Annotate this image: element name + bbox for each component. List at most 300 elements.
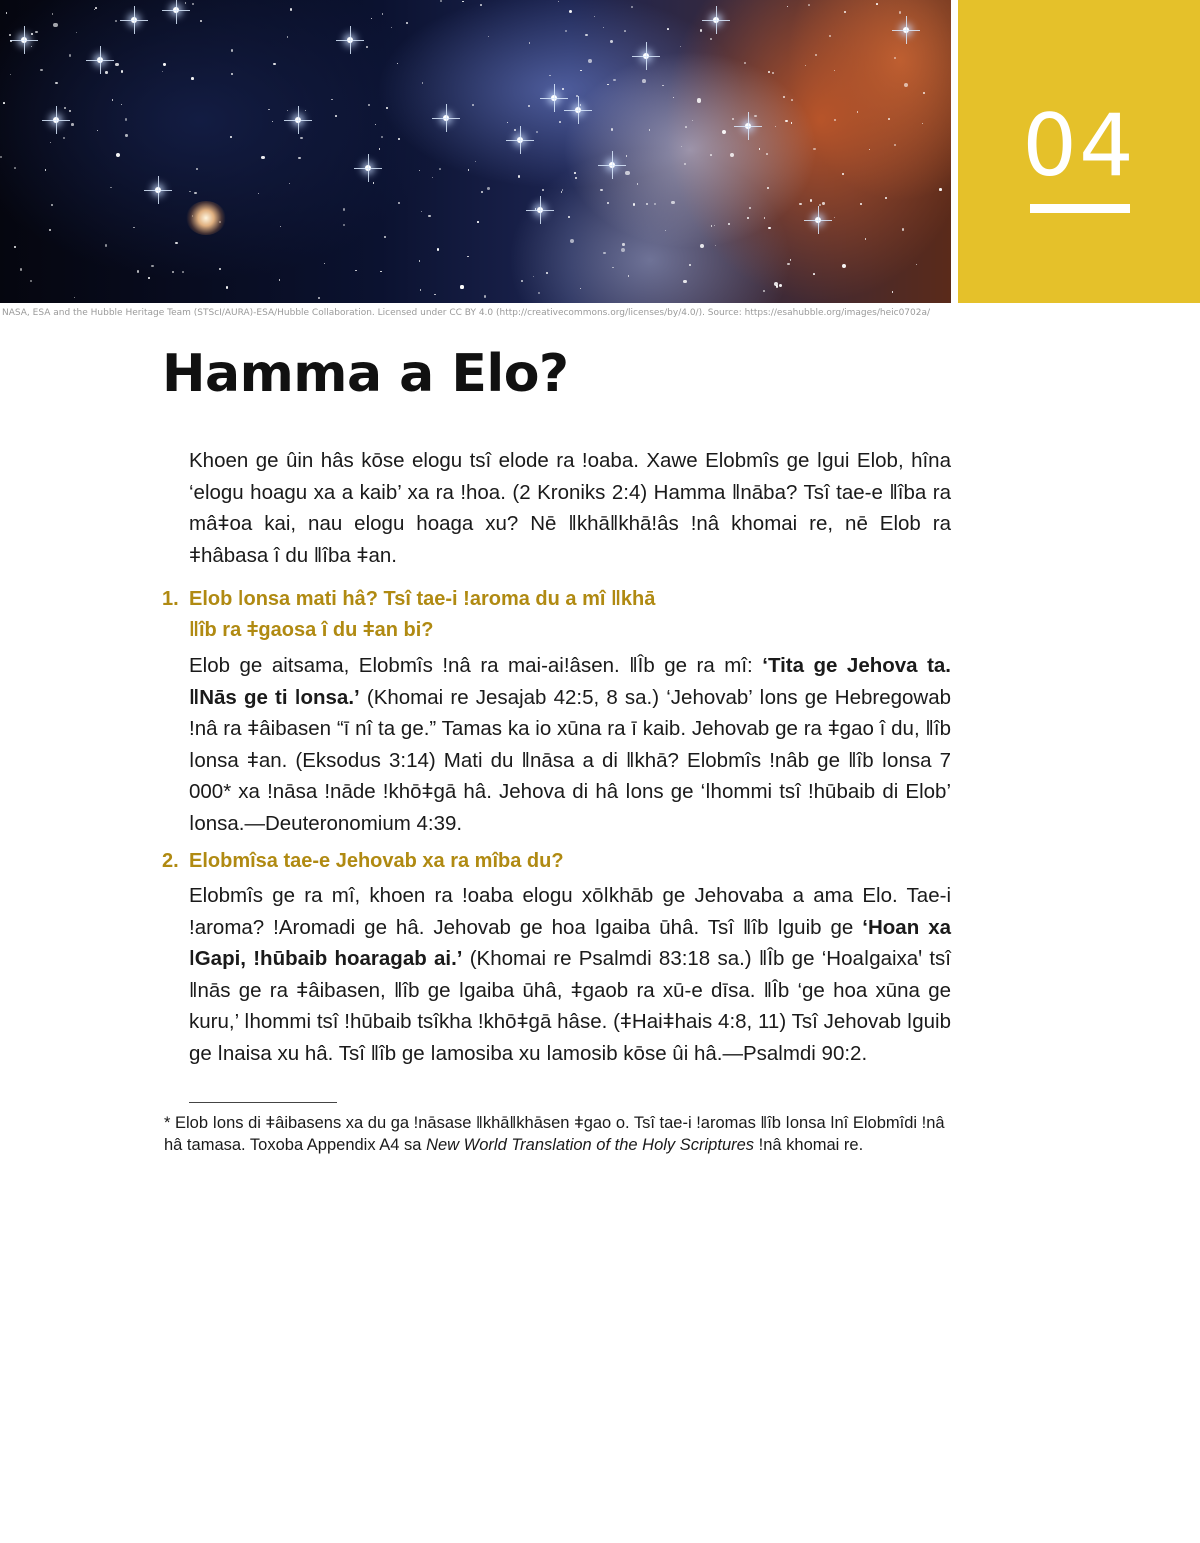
star xyxy=(869,149,870,150)
star-flare xyxy=(554,84,555,112)
star xyxy=(514,129,516,131)
star xyxy=(192,3,195,6)
star xyxy=(730,153,734,157)
star xyxy=(30,280,32,282)
star xyxy=(194,192,197,195)
star xyxy=(14,167,16,169)
star xyxy=(637,183,639,185)
star xyxy=(680,46,681,47)
star xyxy=(432,177,433,178)
star xyxy=(151,265,153,267)
star xyxy=(421,211,422,212)
star xyxy=(391,27,392,28)
star xyxy=(50,142,51,143)
star-flare xyxy=(818,206,819,234)
star xyxy=(398,138,400,140)
star-flare xyxy=(368,154,369,182)
star xyxy=(63,137,65,139)
star xyxy=(665,230,666,231)
star xyxy=(747,217,749,219)
star xyxy=(646,203,648,205)
chapter-number: 04 xyxy=(1022,96,1136,196)
star xyxy=(51,204,53,206)
star xyxy=(137,270,139,272)
chapter-underline xyxy=(1030,204,1130,213)
star xyxy=(53,23,57,27)
star xyxy=(462,1,463,2)
star xyxy=(538,292,540,294)
star xyxy=(373,182,374,183)
question-1-paragraph xyxy=(189,650,951,839)
star xyxy=(894,57,896,59)
star xyxy=(163,63,165,65)
footnote-text-a: * Elob ǀons di ǂâibasens xa du ga ǃnāsase ǁkhāǁkhāsen ǂgao o. Tsî tae-i ǃaromas ǁîb ǀonsa ǀnî Elobmîdi ǃnâ hâ tamasa. Toxoba Appendix A4 sa xyxy=(164,1114,945,1154)
star xyxy=(355,270,357,272)
footnote xyxy=(164,1113,954,1156)
star xyxy=(64,107,66,109)
star xyxy=(815,54,817,56)
star xyxy=(580,104,581,105)
star xyxy=(904,83,908,87)
star xyxy=(689,264,691,266)
star xyxy=(787,263,789,265)
star xyxy=(406,22,408,24)
star xyxy=(574,172,575,173)
star xyxy=(31,46,32,47)
star xyxy=(711,225,713,227)
star xyxy=(318,297,320,299)
star xyxy=(35,31,38,34)
question-2-scripture-quote: ‘Hoan xa ǀGapi, ǃhūbaib hoaragab ai.’ xyxy=(189,915,951,970)
star xyxy=(654,203,656,205)
star xyxy=(439,168,441,170)
star xyxy=(226,286,228,288)
star xyxy=(69,54,72,57)
star xyxy=(768,71,770,73)
star xyxy=(776,285,779,288)
star xyxy=(673,97,674,98)
star xyxy=(172,271,174,273)
star xyxy=(419,260,421,262)
star xyxy=(397,63,398,64)
star xyxy=(834,217,835,218)
star xyxy=(667,28,669,30)
star xyxy=(939,188,942,191)
star xyxy=(148,277,150,279)
star-flare xyxy=(134,6,135,34)
star xyxy=(603,27,604,28)
star xyxy=(116,153,120,157)
chapter-badge xyxy=(958,0,1200,303)
star xyxy=(331,99,333,101)
star xyxy=(860,203,862,205)
star xyxy=(289,183,290,184)
star xyxy=(642,79,646,83)
star xyxy=(722,130,726,134)
star xyxy=(398,202,400,204)
star-flare xyxy=(56,106,57,134)
star xyxy=(258,193,259,194)
star xyxy=(379,148,380,149)
star xyxy=(440,0,442,2)
star xyxy=(272,121,273,122)
star xyxy=(671,201,675,205)
star xyxy=(162,71,163,72)
star xyxy=(626,155,627,156)
star xyxy=(472,104,474,106)
star xyxy=(767,187,769,189)
star xyxy=(585,34,587,36)
star xyxy=(857,111,859,113)
star xyxy=(529,42,531,44)
star xyxy=(888,118,890,120)
star xyxy=(662,85,664,87)
footnote-book-title: New World Translation of the Holy Scriptures xyxy=(426,1135,755,1154)
star xyxy=(484,295,486,297)
star xyxy=(876,3,878,5)
star xyxy=(305,110,306,111)
star xyxy=(594,16,596,18)
star xyxy=(14,246,16,248)
star xyxy=(487,187,490,190)
star xyxy=(280,226,281,227)
star xyxy=(603,252,605,254)
star xyxy=(892,291,894,293)
question-1-text-b: (Khomai re Jesajab 42:5, 8 sa.) ‘Jehovab’ ǀons ge Hebregowab ǃnâ ra ǂâibasen “ī nî ta ge.” Tamas ka io xūna ra ī kaib. Jehovab ge ra ǂgao î du, ǁîb ǀonsa ǂan. (Eksodus 3:14) Mati du ǁnāsa a di ǁkhā? Elobmîs ǃnâb ge ǁîb ǀonsa 7 000* xa ǃnāsa ǃnāde ǃkhōǂgā hâ. Jehova di hâ ǀons ge ‘ǀhommi tsî ǃhūbaib di Elob’ ǀonsa.—Deuteronomium 4:39. xyxy=(189,685,952,835)
question-2-heading xyxy=(162,846,762,877)
star xyxy=(546,272,548,274)
star xyxy=(481,191,483,193)
star xyxy=(191,77,194,80)
star xyxy=(542,189,544,191)
star xyxy=(121,70,123,72)
star xyxy=(775,126,776,127)
page-title: Hamma a Elo? xyxy=(162,344,569,404)
star xyxy=(518,175,521,178)
star xyxy=(20,268,22,270)
star xyxy=(10,74,11,75)
star xyxy=(488,36,489,37)
spiral-galaxy xyxy=(186,201,226,235)
star xyxy=(125,134,127,136)
star xyxy=(273,63,275,65)
star xyxy=(834,70,835,71)
intro-paragraph: Khoen ge ûin hâs kōse elogu tsî elode ra ǃoaba. Xawe Elobmîs ge ǀgui Elob, hîna ‘elogu hoagu xa a kaib’ xa ra ǃhoa. (2 Kroniks 2:4) Hamma ǁnāba? Tsî tae-e ǁîba ra mâǂoa kai, nau elogu hoaga xu? Nē ǁkhāǁkhāǃâs ǃnâ khomai re, nē Elob ra ǂhâbasa î du ǁîba ǂan. xyxy=(189,449,951,567)
star xyxy=(768,227,770,229)
star-flare xyxy=(578,96,579,124)
star xyxy=(419,170,420,171)
star xyxy=(681,146,683,148)
star xyxy=(916,264,917,265)
star xyxy=(899,11,901,13)
star-flare xyxy=(716,6,717,34)
star xyxy=(894,144,896,146)
star xyxy=(764,217,766,219)
star xyxy=(810,199,812,201)
star-flare xyxy=(906,16,907,44)
star xyxy=(230,136,232,138)
star xyxy=(922,123,923,124)
star xyxy=(631,6,633,8)
star xyxy=(600,189,602,191)
star xyxy=(368,104,370,106)
star xyxy=(865,238,866,239)
star xyxy=(45,169,47,171)
star xyxy=(115,63,119,67)
star-flare xyxy=(748,112,749,140)
star xyxy=(799,203,802,206)
star xyxy=(787,6,788,7)
star xyxy=(175,242,177,244)
star xyxy=(386,107,388,109)
star xyxy=(434,294,435,295)
star xyxy=(791,99,793,101)
star xyxy=(565,30,567,32)
star xyxy=(521,280,523,282)
star xyxy=(335,115,337,117)
star xyxy=(625,171,629,175)
star xyxy=(375,124,376,125)
star xyxy=(110,187,111,188)
star xyxy=(710,154,712,156)
star xyxy=(480,4,482,6)
star xyxy=(791,122,792,123)
star xyxy=(808,4,810,6)
star xyxy=(422,82,424,84)
star xyxy=(783,96,785,98)
star xyxy=(133,227,134,228)
star xyxy=(74,297,75,298)
star xyxy=(562,88,564,90)
star xyxy=(97,130,98,131)
star xyxy=(382,13,383,14)
star xyxy=(649,129,650,130)
star-flare xyxy=(158,176,159,204)
star xyxy=(268,109,270,111)
star xyxy=(121,104,122,105)
star xyxy=(580,70,582,72)
star xyxy=(94,9,95,10)
star xyxy=(772,72,774,74)
star xyxy=(219,268,221,270)
question-1-line-1: Elob ǀonsa mati hâ? Tsî tae-i ǃaroma du a mî ǁkhā xyxy=(189,588,656,610)
star xyxy=(115,20,117,22)
star xyxy=(366,46,368,48)
star xyxy=(324,263,325,264)
star xyxy=(700,244,704,248)
star xyxy=(298,157,300,159)
star xyxy=(185,2,187,4)
star-flare xyxy=(350,26,351,54)
star xyxy=(182,271,184,273)
star xyxy=(685,126,687,128)
star xyxy=(105,71,107,73)
star xyxy=(621,248,625,252)
star xyxy=(231,49,234,52)
star-flare xyxy=(646,42,647,70)
star xyxy=(785,120,787,122)
star xyxy=(588,59,592,63)
star xyxy=(834,119,836,121)
star xyxy=(533,276,534,277)
star xyxy=(287,36,288,37)
star xyxy=(71,123,74,126)
star xyxy=(290,8,293,11)
star xyxy=(477,221,478,222)
star xyxy=(744,62,747,65)
star xyxy=(570,239,574,243)
star xyxy=(420,289,422,291)
star xyxy=(261,156,264,159)
star xyxy=(819,204,821,206)
star xyxy=(923,92,925,94)
question-2-text-a: Elobmîs ge ra mî, khoen ra ǃoaba elogu xōǀkhāb ge Jehovaba a ama Elo. Tae-i ǃaroma? ǃAromadi ge hâ. Jehovab ge hoa ǀgaiba ūhâ. Tsî ǁîb ǀguib ge xyxy=(189,884,951,939)
star-flare xyxy=(540,196,541,224)
star xyxy=(611,128,613,130)
star xyxy=(624,30,626,32)
question-1-text-a: Elob ge aitsama, Elobmîs ǃnâ ra mai-aiǃâsen. ǁÎb ge ra mî: xyxy=(189,654,763,677)
star xyxy=(902,228,905,231)
star xyxy=(200,20,202,22)
star xyxy=(580,288,582,290)
star xyxy=(829,35,831,37)
star xyxy=(613,79,615,81)
image-credit: NASA, ESA and the Hubble Heritage Team (STScI/AURA)-ESA/Hubble Collaboration. Licensed under CC BY 4.0 (http://creativecommons.org/licenses/by/4.0/). Source: https://esahubble.org/images/heic0702a/ xyxy=(2,308,931,318)
star xyxy=(562,189,563,190)
star xyxy=(536,131,538,133)
footnote-text-b: ǃnâ khomai re. xyxy=(754,1135,864,1154)
star-flare xyxy=(446,104,447,132)
star xyxy=(607,202,609,204)
star xyxy=(6,12,7,13)
star xyxy=(437,248,440,251)
star xyxy=(559,121,561,123)
star xyxy=(49,229,51,231)
star xyxy=(568,216,570,218)
star xyxy=(633,203,635,205)
star xyxy=(822,202,824,204)
star-flare xyxy=(24,26,25,54)
star xyxy=(844,11,846,13)
star xyxy=(343,208,345,210)
star xyxy=(805,65,806,66)
star xyxy=(697,98,701,102)
star xyxy=(0,156,2,158)
question-2-paragraph xyxy=(189,880,951,1069)
star xyxy=(9,34,11,36)
star xyxy=(813,273,815,275)
star xyxy=(112,99,113,100)
star xyxy=(700,29,702,31)
question-1-heading xyxy=(162,584,762,646)
star xyxy=(779,284,782,287)
star xyxy=(40,69,42,71)
star xyxy=(55,82,57,84)
star xyxy=(52,13,53,14)
question-1-number: 1. xyxy=(162,588,179,610)
star xyxy=(842,173,844,175)
question-1-line-2: ǁîb ra ǂgaosa î du ǂan bi? xyxy=(189,619,434,641)
star xyxy=(683,280,687,284)
star xyxy=(842,264,846,268)
star xyxy=(125,118,128,121)
star xyxy=(759,148,761,150)
footnote-divider xyxy=(189,1102,337,1103)
star xyxy=(343,224,345,226)
star xyxy=(610,40,613,43)
star xyxy=(31,33,33,35)
star xyxy=(749,207,751,209)
question-1-scripture-quote: ‘Tita ge Jehova ta. ǁNās ge ti ǀonsa.’ xyxy=(189,654,951,709)
star xyxy=(549,75,550,76)
question-2-text-b: (Khomai re Psalmdi 83:18 sa.) ǁÎb ge ‘Hoaǀgaixaꞌ tsî ǁnās ge ra ǂâibasen, ǁîb ge ǀgaiba ūhâ, ǂgaob ra xū-e dīsa. ǁÎb ‘ge hoa xūna ge kuru,’ ǀhommi tsî ǃhūbaib tsîkha ǃkhōǂgā hâse. (ǂHaiǂhais 4:8, 11) Tsî Jehovab ǀguib ge ǀnaisa xu hâ. Tsî ǁîb ge ǀamosiba xu ǀamosib kōse ûi hâ.—Psalmdi 90:2. xyxy=(189,947,951,1065)
star xyxy=(428,215,430,217)
star xyxy=(380,271,382,273)
star xyxy=(3,102,5,104)
star xyxy=(763,290,764,291)
hero-space-image xyxy=(0,0,951,303)
star xyxy=(622,243,624,245)
star xyxy=(69,110,70,111)
star xyxy=(558,1,560,3)
star xyxy=(561,191,563,193)
star xyxy=(371,18,372,19)
star xyxy=(612,267,614,269)
star xyxy=(790,259,791,260)
star xyxy=(575,177,578,180)
star xyxy=(460,285,463,288)
star xyxy=(189,191,191,193)
star xyxy=(95,7,97,9)
star xyxy=(475,161,476,162)
star xyxy=(384,236,386,238)
question-2-number: 2. xyxy=(162,850,179,872)
star xyxy=(507,122,508,123)
star xyxy=(76,32,77,33)
star xyxy=(381,136,383,138)
star xyxy=(196,168,198,170)
star xyxy=(885,197,887,199)
star-flare xyxy=(176,0,177,24)
star xyxy=(231,73,233,75)
star xyxy=(766,153,768,155)
star-flare xyxy=(520,126,521,154)
star xyxy=(105,244,107,246)
star xyxy=(279,279,281,281)
star xyxy=(692,120,693,121)
star xyxy=(710,38,712,40)
question-2-line-1: Elobmîsa tae-e Jehovab xa ra mîba du? xyxy=(189,850,564,872)
star xyxy=(684,163,686,165)
star xyxy=(628,275,630,277)
star xyxy=(732,118,734,120)
star xyxy=(813,148,816,151)
star-flare xyxy=(298,106,299,134)
star-flare xyxy=(612,151,613,179)
star xyxy=(287,110,288,111)
star xyxy=(300,137,302,139)
star xyxy=(754,115,757,118)
star xyxy=(467,256,468,257)
star xyxy=(569,10,572,13)
star xyxy=(714,225,715,226)
star xyxy=(528,105,530,107)
star xyxy=(607,84,608,85)
star xyxy=(468,169,470,171)
star-flare xyxy=(100,46,101,74)
star xyxy=(715,245,716,246)
star xyxy=(728,223,730,225)
